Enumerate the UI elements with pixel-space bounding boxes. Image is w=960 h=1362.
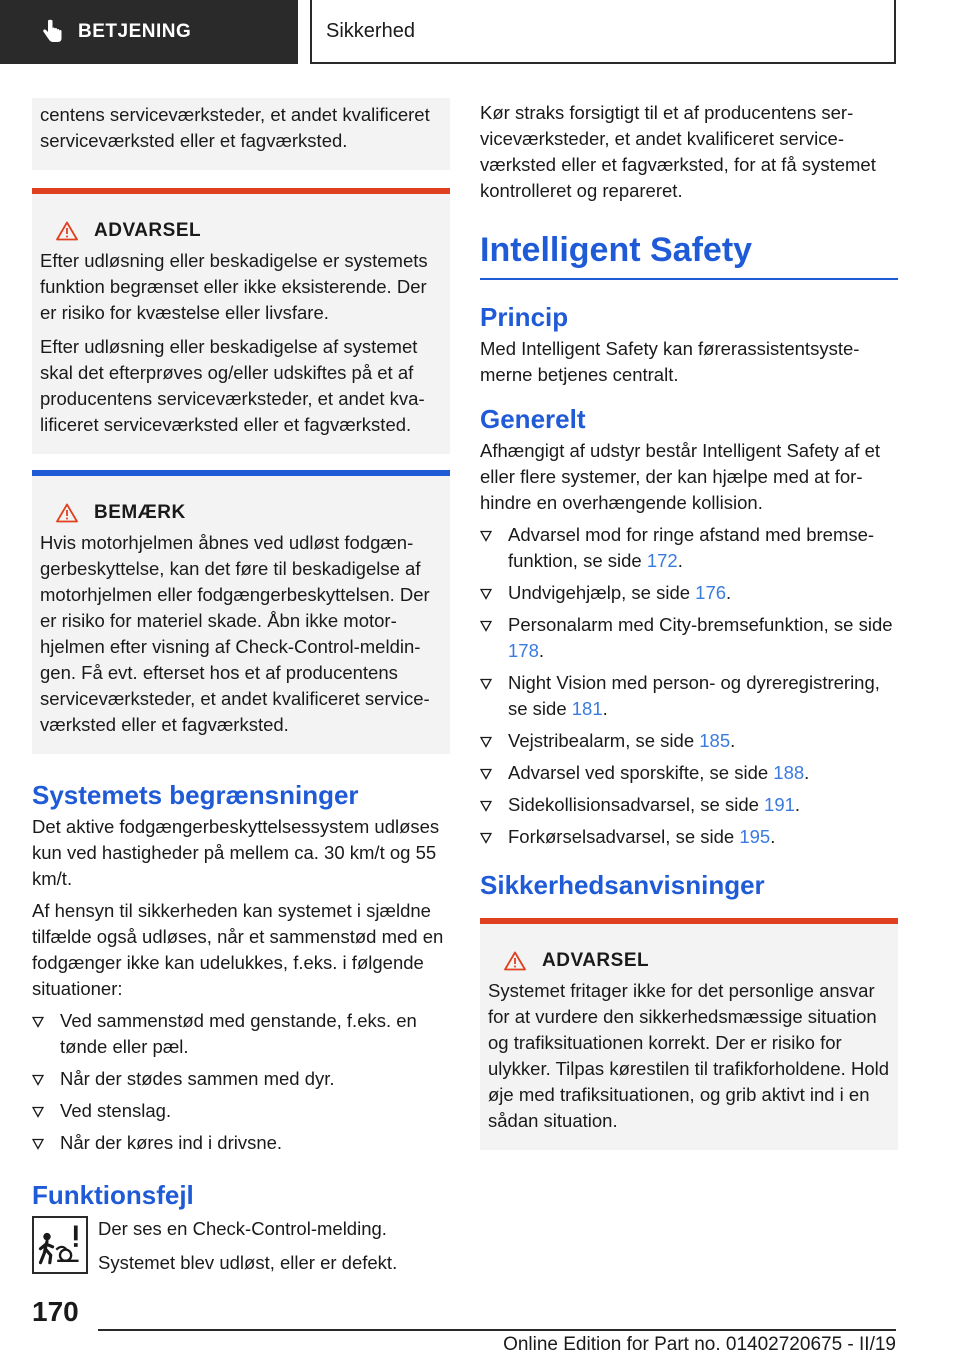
- section-header: [310, 0, 896, 64]
- section-heading-general: Generelt: [480, 404, 586, 434]
- section-heading-principle: Princip: [480, 302, 569, 332]
- list-item: Når der køres ind i drivsne.: [32, 1130, 450, 1156]
- triangle-bullet-icon: [32, 1106, 44, 1118]
- triangle-bullet-icon: [480, 678, 492, 690]
- triangle-bullet-icon: [32, 1016, 44, 1028]
- list-item: Advarsel mod for ringe afstand med bremsefunktion, se side 172.: [480, 522, 898, 574]
- hand-pointer-icon: [38, 18, 66, 46]
- page-reference-link[interactable]: 176: [695, 582, 727, 603]
- warning-triangle-icon: [56, 221, 78, 241]
- notice-triangle-icon: [56, 503, 78, 523]
- page-reference-link[interactable]: 195: [739, 826, 771, 847]
- list-item: Advarsel ved sporskifte, se side 188.: [480, 760, 898, 786]
- warning-paragraph: Systemet fritager ikke for det personlige ansvar for at vurdere den sikkerhedsmæssige situation og trafiksituationen korrekt. Der er risiko for ulykker. Tilpas kørestilen til trafikforholdene. Hold øje med trafiksituationen, og grib aktivt ind i en sådan situation.: [488, 980, 890, 1131]
- warning-paragraph: Efter udløsning eller beskadigelse af systemet skal det efterprøves og/eller udskiftes på et af producentens serviceværksteder, et andet kvalificeret serviceværksted eller et fagværksted.: [40, 336, 425, 435]
- list-item: Ved sammenstød med genstande, f.eks. en tønde eller pæl.: [32, 1008, 450, 1060]
- chapter-title: Intelligent Safety: [480, 230, 898, 280]
- body-paragraph: Afhængigt af udstyr består Intelligent Safety af et eller flere systemer, der kan hjælpe med at forhindre en overhængende kollision.: [480, 440, 881, 513]
- fault-block: [32, 1216, 450, 1284]
- notice-box: [32, 470, 450, 754]
- list-item: Når der stødes sammen med dyr.: [32, 1066, 450, 1092]
- section-heading-fault: Funktionsfejl: [32, 1180, 194, 1210]
- page-reference-link[interactable]: 178: [508, 640, 539, 661]
- page-reference-link[interactable]: 185: [699, 730, 731, 751]
- notice-title: BEMÆRK: [94, 502, 186, 523]
- pedestrian-protection-warning-icon: [32, 1216, 88, 1274]
- warning-box-2: [480, 918, 898, 1150]
- left-column: [32, 98, 450, 1284]
- limits-list: [32, 1008, 450, 1156]
- edition-footer: Online Edition for Part no. 01402720675 - II/19: [503, 1334, 896, 1355]
- body-paragraph: Af hensyn til sikkerheden kan systemet i sjældne tilfælde også udløses, når et sammenstød med en fodgænger ikke kan udelukkes, f.eks. i følgende situationer:: [32, 900, 444, 999]
- list-item: Vejstribealarm, se side 185.: [480, 728, 898, 754]
- list-item: Sidekollisionsadvarsel, se side 191.: [480, 792, 898, 818]
- chapter-tab: [0, 0, 298, 64]
- triangle-bullet-icon: [480, 530, 492, 542]
- page-reference-link[interactable]: 172: [646, 550, 678, 571]
- section-label: Sikkerhed: [326, 19, 415, 42]
- triangle-bullet-icon: [480, 832, 492, 844]
- section-heading-safety: Sikkerhedsanvisninger: [480, 870, 765, 900]
- body-paragraph: Med Intelligent Safety kan førerassistentsystemerne betjenes centralt.: [480, 338, 860, 385]
- triangle-bullet-icon: [32, 1138, 44, 1150]
- fault-paragraph: Der ses en Check-Control-melding.: [98, 1218, 387, 1239]
- page-reference-link[interactable]: 191: [764, 794, 795, 815]
- triangle-bullet-icon: [480, 620, 492, 632]
- triangle-bullet-icon: [480, 736, 492, 748]
- warning-title: ADVARSEL: [94, 220, 202, 241]
- list-item: Night Vision med person- og dyreregistrering, se side 181.: [480, 670, 898, 722]
- list-item: Undvigehjælp, se side 176.: [480, 580, 898, 606]
- triangle-bullet-icon: [32, 1074, 44, 1086]
- chapter-label: BETJENING: [78, 21, 192, 42]
- systems-list: [480, 522, 898, 850]
- notice-paragraph: Hvis motorhjelmen åbnes ved udløst fodgængerbeskyttelse, kan det føre til beskadigelse af motorhjelmen eller fodgængerbeskyttelsen. Der er risiko for materiel skade. Åbn ikke motorhjelmen efter visning af Check-Control-meldingen. Få evt. efterset hos et af producentens serviceværksteder, et andet kvalificeret serviceværksted eller et fagværksted.: [40, 532, 430, 735]
- continued-text: Kør straks forsigtigt til et af producentens serviceværksteder, et andet kvalificeret serviceværksted eller et fagværksted, for at få systemet kontrolleret og repareret.: [480, 102, 876, 201]
- triangle-bullet-icon: [480, 588, 492, 600]
- list-item: Ved stenslag.: [32, 1098, 450, 1124]
- warning-box-1: [32, 188, 450, 454]
- page-number: 170: [32, 1296, 79, 1327]
- right-column: [480, 98, 898, 1150]
- warning-triangle-icon: [504, 951, 526, 971]
- continued-notice-text: centens serviceværksteder, et andet kvalificeret serviceværksted eller et fagværksted.: [32, 98, 450, 170]
- page-reference-link[interactable]: 188: [773, 762, 805, 783]
- fault-paragraph: Systemet blev udløst, eller er defekt.: [98, 1252, 398, 1273]
- triangle-bullet-icon: [480, 768, 492, 780]
- section-heading-limits: Systemets begrænsninger: [32, 780, 359, 810]
- triangle-bullet-icon: [480, 800, 492, 812]
- page-reference-link[interactable]: 181: [571, 698, 603, 719]
- body-paragraph: Det aktive fodgængerbeskyttelsessystem udløses kun ved hastigheder på mellem ca. 30 km/t og 55 km/t.: [32, 816, 440, 889]
- warning-title: ADVARSEL: [542, 950, 650, 971]
- warning-paragraph: Efter udløsning eller beskadigelse er systemets funktion begrænset eller ikke eksisterende. Der er risiko for kvæstelse eller livsfare.: [40, 250, 428, 323]
- list-item: Personalarm med City-bremsefunktion, se side 178.: [480, 612, 898, 664]
- list-item: Forkørselsadvarsel, se side 195.: [480, 824, 898, 850]
- footer-divider: [98, 1329, 896, 1331]
